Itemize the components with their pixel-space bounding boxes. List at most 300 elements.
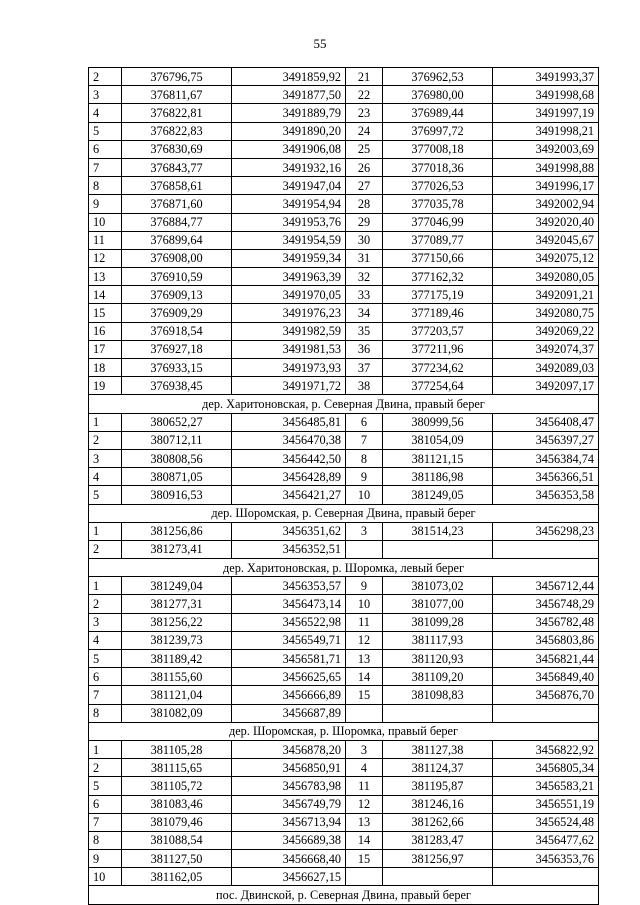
x-coordinate-left: 376908,00: [122, 249, 232, 267]
x-coordinate-right: 377046,99: [383, 213, 493, 231]
point-number-right: 10: [346, 595, 383, 613]
point-number-right: 23: [346, 104, 383, 122]
x-coordinate-right: 381120,93: [383, 650, 493, 668]
point-number-right: [346, 540, 383, 558]
table-row: [89, 468, 599, 486]
x-coordinate-left: 376884,77: [122, 213, 232, 231]
table-row: [89, 413, 599, 431]
y-coordinate-right: 3456748,29: [493, 595, 599, 613]
x-coordinate-left: 381162,05: [122, 868, 232, 886]
x-coordinate-left: 381115,65: [122, 759, 232, 777]
point-number-left: 8: [89, 704, 122, 722]
x-coordinate-right: 381124,37: [383, 759, 493, 777]
y-coordinate-left: 3456713,94: [232, 813, 346, 831]
point-number-left: 12: [89, 249, 122, 267]
y-coordinate-left: 3456783,98: [232, 777, 346, 795]
y-coordinate-right: 3491998,88: [493, 158, 599, 176]
y-coordinate-right: 3492097,17: [493, 377, 599, 395]
y-coordinate-right: 3456298,23: [493, 522, 599, 540]
x-coordinate-left: 376899,64: [122, 231, 232, 249]
y-coordinate-left: 3491973,93: [232, 359, 346, 377]
x-coordinate-right: 377162,32: [383, 268, 493, 286]
point-number-left: 2: [89, 68, 122, 86]
x-coordinate-right: 381186,98: [383, 468, 493, 486]
point-number-left: 15: [89, 304, 122, 322]
x-coordinate-left: 376938,45: [122, 377, 232, 395]
y-coordinate-left: 3456689,38: [232, 831, 346, 849]
table-row: [89, 86, 599, 104]
table-row: [89, 740, 599, 758]
table-row: [89, 322, 599, 340]
x-coordinate-right: 381262,66: [383, 813, 493, 831]
y-coordinate-left: 3456666,89: [232, 686, 346, 704]
y-coordinate-left: 3491963,39: [232, 268, 346, 286]
table-row: [89, 795, 599, 813]
table-row: [89, 268, 599, 286]
table-row: [89, 140, 599, 158]
x-coordinate-left: 376910,59: [122, 268, 232, 286]
point-number-left: 1: [89, 577, 122, 595]
y-coordinate-right: 3456408,47: [493, 413, 599, 431]
y-coordinate-right: 3456876,70: [493, 686, 599, 704]
point-number-left: 5: [89, 122, 122, 140]
x-coordinate-right: [383, 540, 493, 558]
y-coordinate-right: [493, 868, 599, 886]
point-number-right: 27: [346, 177, 383, 195]
point-number-right: 35: [346, 322, 383, 340]
table-row: [89, 522, 599, 540]
table-row: [89, 540, 599, 558]
y-coordinate-right: 3492020,40: [493, 213, 599, 231]
point-number-right: 9: [346, 468, 383, 486]
y-coordinate-left: 3491954,59: [232, 231, 346, 249]
point-number-right: 24: [346, 122, 383, 140]
table-row: [89, 831, 599, 849]
x-coordinate-right: 381073,02: [383, 577, 493, 595]
x-coordinate-right: 381121,15: [383, 449, 493, 467]
x-coordinate-right: 377211,96: [383, 340, 493, 358]
point-number-right: 13: [346, 813, 383, 831]
x-coordinate-right: 377175,19: [383, 286, 493, 304]
x-coordinate-left: 376811,67: [122, 86, 232, 104]
y-coordinate-left: 3456522,98: [232, 613, 346, 631]
table-row: [89, 359, 599, 377]
y-coordinate-left: 3491982,59: [232, 322, 346, 340]
x-coordinate-right: 376980,00: [383, 86, 493, 104]
point-number-right: 11: [346, 777, 383, 795]
y-coordinate-right: 3492002,94: [493, 195, 599, 213]
x-coordinate-right: 377234,62: [383, 359, 493, 377]
y-coordinate-right: 3456477,62: [493, 831, 599, 849]
point-number-left: 1: [89, 522, 122, 540]
table-body: [89, 68, 599, 905]
point-number-left: 6: [89, 668, 122, 686]
y-coordinate-right: [493, 540, 599, 558]
y-coordinate-left: 3456473,14: [232, 595, 346, 613]
y-coordinate-right: 3456805,34: [493, 759, 599, 777]
x-coordinate-left: 376796,75: [122, 68, 232, 86]
x-coordinate-left: 380916,53: [122, 486, 232, 504]
point-number-right: 26: [346, 158, 383, 176]
point-number-right: 15: [346, 686, 383, 704]
x-coordinate-right: 377008,18: [383, 140, 493, 158]
point-number-right: [346, 868, 383, 886]
point-number-left: 16: [89, 322, 122, 340]
y-coordinate-right: 3456782,48: [493, 613, 599, 631]
y-coordinate-left: 3456470,38: [232, 431, 346, 449]
table-row: [89, 595, 599, 613]
table-row: [89, 449, 599, 467]
y-coordinate-right: 3491997,19: [493, 104, 599, 122]
point-number-left: 4: [89, 631, 122, 649]
x-coordinate-left: 376909,13: [122, 286, 232, 304]
point-number-left: 7: [89, 813, 122, 831]
point-number-left: 17: [89, 340, 122, 358]
x-coordinate-right: 381256,97: [383, 850, 493, 868]
x-coordinate-right: 381077,00: [383, 595, 493, 613]
y-coordinate-left: 3456428,89: [232, 468, 346, 486]
x-coordinate-left: 381127,50: [122, 850, 232, 868]
y-coordinate-left: 3456351,62: [232, 522, 346, 540]
x-coordinate-left: 381105,28: [122, 740, 232, 758]
y-coordinate-left: 3456749,79: [232, 795, 346, 813]
point-number-left: 19: [89, 377, 122, 395]
point-number-right: 4: [346, 759, 383, 777]
y-coordinate-right: 3456712,44: [493, 577, 599, 595]
point-number-right: 38: [346, 377, 383, 395]
point-number-right: 14: [346, 668, 383, 686]
y-coordinate-left: 3491877,50: [232, 86, 346, 104]
x-coordinate-right: 377254,64: [383, 377, 493, 395]
y-coordinate-right: 3492089,03: [493, 359, 599, 377]
point-number-right: 13: [346, 650, 383, 668]
y-coordinate-left: 3491953,76: [232, 213, 346, 231]
section-header-row: [89, 722, 599, 740]
x-coordinate-left: 376909,29: [122, 304, 232, 322]
table-row: [89, 850, 599, 868]
y-coordinate-left: 3456581,71: [232, 650, 346, 668]
y-coordinate-right: 3491998,68: [493, 86, 599, 104]
y-coordinate-right: 3491996,17: [493, 177, 599, 195]
x-coordinate-left: 381277,31: [122, 595, 232, 613]
y-coordinate-left: 3491889,79: [232, 104, 346, 122]
table-row: [89, 777, 599, 795]
x-coordinate-right: 377203,57: [383, 322, 493, 340]
table-row: [89, 340, 599, 358]
table-row: [89, 431, 599, 449]
x-coordinate-left: 380871,05: [122, 468, 232, 486]
y-coordinate-right: 3456366,51: [493, 468, 599, 486]
point-number-right: 36: [346, 340, 383, 358]
x-coordinate-left: 381088,54: [122, 831, 232, 849]
point-number-right: 15: [346, 850, 383, 868]
point-number-left: 7: [89, 158, 122, 176]
table-row: [89, 668, 599, 686]
point-number-right: 31: [346, 249, 383, 267]
y-coordinate-left: 3491947,04: [232, 177, 346, 195]
point-number-left: 3: [89, 449, 122, 467]
point-number-right: 8: [346, 449, 383, 467]
point-number-right: 25: [346, 140, 383, 158]
x-coordinate-left: 380808,56: [122, 449, 232, 467]
table-row: [89, 195, 599, 213]
x-coordinate-left: 381256,22: [122, 613, 232, 631]
y-coordinate-right: 3456821,44: [493, 650, 599, 668]
section-title: дер. Харитоновская, р. Шоромка, левый берег: [89, 559, 599, 577]
section-header-row: [89, 886, 599, 904]
point-number-left: 11: [89, 231, 122, 249]
point-number-left: 5: [89, 486, 122, 504]
x-coordinate-right: 376997,72: [383, 122, 493, 140]
y-coordinate-left: 3456442,50: [232, 449, 346, 467]
point-number-right: 32: [346, 268, 383, 286]
x-coordinate-right: 381195,87: [383, 777, 493, 795]
x-coordinate-right: 381283,47: [383, 831, 493, 849]
point-number-left: 4: [89, 104, 122, 122]
point-number-left: 6: [89, 795, 122, 813]
table-row: [89, 704, 599, 722]
x-coordinate-right: 381099,28: [383, 613, 493, 631]
point-number-left: 18: [89, 359, 122, 377]
point-number-left: 1: [89, 740, 122, 758]
y-coordinate-left: 3456421,27: [232, 486, 346, 504]
y-coordinate-right: [493, 704, 599, 722]
x-coordinate-left: 376927,18: [122, 340, 232, 358]
x-coordinate-right: 381098,83: [383, 686, 493, 704]
coordinates-table: [88, 67, 599, 905]
y-coordinate-right: 3492074,37: [493, 340, 599, 358]
point-number-left: 4: [89, 468, 122, 486]
point-number-right: 33: [346, 286, 383, 304]
point-number-right: 3: [346, 740, 383, 758]
x-coordinate-right: 381117,93: [383, 631, 493, 649]
table-row: [89, 759, 599, 777]
x-coordinate-left: 376830,69: [122, 140, 232, 158]
point-number-left: 9: [89, 195, 122, 213]
y-coordinate-left: 3456850,91: [232, 759, 346, 777]
x-coordinate-right: 376962,53: [383, 68, 493, 86]
table-row: [89, 868, 599, 886]
y-coordinate-right: 3456583,21: [493, 777, 599, 795]
point-number-right: 12: [346, 631, 383, 649]
y-coordinate-left: 3491954,94: [232, 195, 346, 213]
table-row: [89, 122, 599, 140]
table-row: [89, 158, 599, 176]
section-header-row: [89, 559, 599, 577]
point-number-right: 3: [346, 522, 383, 540]
y-coordinate-right: 3492003,69: [493, 140, 599, 158]
y-coordinate-left: 3491981,53: [232, 340, 346, 358]
section-title: дер. Харитоновская, р. Северная Двина, правый берег: [89, 395, 599, 413]
x-coordinate-right: 381246,16: [383, 795, 493, 813]
point-number-right: 34: [346, 304, 383, 322]
table-row: [89, 686, 599, 704]
point-number-right: 28: [346, 195, 383, 213]
x-coordinate-left: 376918,54: [122, 322, 232, 340]
point-number-right: [346, 704, 383, 722]
table-row: [89, 613, 599, 631]
y-coordinate-left: 3491906,08: [232, 140, 346, 158]
y-coordinate-left: 3491971,72: [232, 377, 346, 395]
x-coordinate-left: 381249,04: [122, 577, 232, 595]
x-coordinate-right: 376989,44: [383, 104, 493, 122]
x-coordinate-right: 377150,66: [383, 249, 493, 267]
x-coordinate-left: 381273,41: [122, 540, 232, 558]
y-coordinate-left: 3456352,51: [232, 540, 346, 558]
point-number-left: 2: [89, 431, 122, 449]
point-number-left: 13: [89, 268, 122, 286]
point-number-left: 10: [89, 868, 122, 886]
table-row: [89, 377, 599, 395]
point-number-left: 5: [89, 777, 122, 795]
point-number-left: 2: [89, 595, 122, 613]
x-coordinate-left: 381189,42: [122, 650, 232, 668]
table-row: [89, 231, 599, 249]
y-coordinate-left: 3456668,40: [232, 850, 346, 868]
y-coordinate-left: 3491932,16: [232, 158, 346, 176]
point-number-left: 2: [89, 540, 122, 558]
y-coordinate-right: 3491993,37: [493, 68, 599, 86]
x-coordinate-left: 381121,04: [122, 686, 232, 704]
table-row: [89, 213, 599, 231]
point-number-right: 22: [346, 86, 383, 104]
table-row: [89, 631, 599, 649]
x-coordinate-right: [383, 704, 493, 722]
table-row: [89, 304, 599, 322]
x-coordinate-right: [383, 868, 493, 886]
point-number-right: 14: [346, 831, 383, 849]
y-coordinate-right: 3492075,12: [493, 249, 599, 267]
point-number-left: 10: [89, 213, 122, 231]
y-coordinate-left: 3491959,34: [232, 249, 346, 267]
x-coordinate-right: 377018,36: [383, 158, 493, 176]
y-coordinate-right: 3456849,40: [493, 668, 599, 686]
x-coordinate-right: 377026,53: [383, 177, 493, 195]
y-coordinate-right: 3456822,92: [493, 740, 599, 758]
x-coordinate-left: 376871,60: [122, 195, 232, 213]
table-row: [89, 286, 599, 304]
y-coordinate-right: 3492080,75: [493, 304, 599, 322]
point-number-left: 3: [89, 613, 122, 631]
table-row: [89, 813, 599, 831]
y-coordinate-left: 3491859,92: [232, 68, 346, 86]
y-coordinate-right: 3492080,05: [493, 268, 599, 286]
x-coordinate-left: 376822,83: [122, 122, 232, 140]
point-number-right: 21: [346, 68, 383, 86]
point-number-right: 12: [346, 795, 383, 813]
y-coordinate-left: 3491976,23: [232, 304, 346, 322]
x-coordinate-right: 381109,20: [383, 668, 493, 686]
point-number-right: 29: [346, 213, 383, 231]
x-coordinate-left: 376822,81: [122, 104, 232, 122]
y-coordinate-left: 3456627,15: [232, 868, 346, 886]
x-coordinate-left: 381155,60: [122, 668, 232, 686]
y-coordinate-left: 3456687,89: [232, 704, 346, 722]
x-coordinate-left: 381239,73: [122, 631, 232, 649]
y-coordinate-right: 3492045,67: [493, 231, 599, 249]
y-coordinate-right: 3456397,27: [493, 431, 599, 449]
point-number-right: 30: [346, 231, 383, 249]
y-coordinate-right: 3456803,86: [493, 631, 599, 649]
page-number: 55: [313, 36, 327, 51]
y-coordinate-right: 3492091,21: [493, 286, 599, 304]
table-row: [89, 68, 599, 86]
point-number-right: 10: [346, 486, 383, 504]
section-title: дер. Шоромская, р. Шоромка, правый берег: [89, 722, 599, 740]
x-coordinate-left: 381082,09: [122, 704, 232, 722]
point-number-left: 2: [89, 759, 122, 777]
y-coordinate-right: 3456524,48: [493, 813, 599, 831]
x-coordinate-left: 380652,27: [122, 413, 232, 431]
y-coordinate-left: 3456353,57: [232, 577, 346, 595]
x-coordinate-left: 376843,77: [122, 158, 232, 176]
table-row: [89, 486, 599, 504]
y-coordinate-left: 3456485,81: [232, 413, 346, 431]
x-coordinate-right: 381127,38: [383, 740, 493, 758]
table-row: [89, 104, 599, 122]
x-coordinate-left: 381083,46: [122, 795, 232, 813]
x-coordinate-right: 381054,09: [383, 431, 493, 449]
point-number-left: 8: [89, 177, 122, 195]
x-coordinate-right: 381514,23: [383, 522, 493, 540]
point-number-left: 7: [89, 686, 122, 704]
point-number-left: 6: [89, 140, 122, 158]
y-coordinate-left: 3456625,65: [232, 668, 346, 686]
y-coordinate-right: 3456353,58: [493, 486, 599, 504]
point-number-left: 5: [89, 650, 122, 668]
x-coordinate-left: 381256,86: [122, 522, 232, 540]
point-number-right: 6: [346, 413, 383, 431]
point-number-right: 7: [346, 431, 383, 449]
x-coordinate-left: 381105,72: [122, 777, 232, 795]
table-row: [89, 650, 599, 668]
section-title: дер. Шоромская, р. Северная Двина, правый берег: [89, 504, 599, 522]
y-coordinate-right: 3456551,19: [493, 795, 599, 813]
table-row: [89, 177, 599, 195]
point-number-right: 37: [346, 359, 383, 377]
section-header-row: [89, 504, 599, 522]
point-number-left: 9: [89, 850, 122, 868]
x-coordinate-right: 381249,05: [383, 486, 493, 504]
y-coordinate-left: 3491890,20: [232, 122, 346, 140]
table-row: [89, 577, 599, 595]
x-coordinate-right: 377089,77: [383, 231, 493, 249]
y-coordinate-left: 3491970,05: [232, 286, 346, 304]
point-number-left: 14: [89, 286, 122, 304]
y-coordinate-left: 3456549,71: [232, 631, 346, 649]
point-number-left: 3: [89, 86, 122, 104]
y-coordinate-left: 3456878,20: [232, 740, 346, 758]
section-header-row: [89, 395, 599, 413]
y-coordinate-right: 3492069,22: [493, 322, 599, 340]
x-coordinate-right: 377035,78: [383, 195, 493, 213]
x-coordinate-left: 381079,46: [122, 813, 232, 831]
y-coordinate-right: 3456353,76: [493, 850, 599, 868]
x-coordinate-left: 380712,11: [122, 431, 232, 449]
section-title: пос. Двинской, р. Северная Двина, правый берег: [89, 886, 599, 904]
point-number-left: 8: [89, 831, 122, 849]
x-coordinate-right: 377189,46: [383, 304, 493, 322]
x-coordinate-left: 376858,61: [122, 177, 232, 195]
point-number-left: 1: [89, 413, 122, 431]
x-coordinate-left: 376933,15: [122, 359, 232, 377]
y-coordinate-right: 3491998,21: [493, 122, 599, 140]
point-number-right: 11: [346, 613, 383, 631]
x-coordinate-right: 380999,56: [383, 413, 493, 431]
table-row: [89, 249, 599, 267]
point-number-right: 9: [346, 577, 383, 595]
y-coordinate-right: 3456384,74: [493, 449, 599, 467]
